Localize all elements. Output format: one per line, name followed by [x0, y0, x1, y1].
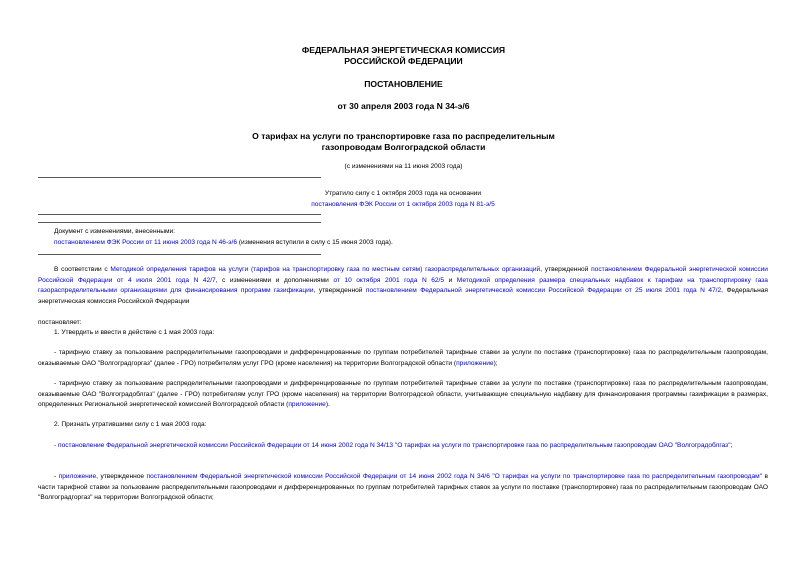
appendix-link[interactable]: приложение	[288, 401, 326, 408]
bullet-text: ;	[730, 442, 733, 449]
divider	[38, 214, 321, 215]
bullet-4	[38, 472, 768, 504]
preamble-text: и	[444, 276, 457, 284]
divider	[38, 222, 321, 223]
appendix-link[interactable]: приложение	[58, 473, 97, 480]
bullet-text: );	[493, 359, 498, 367]
decree-34-6-link[interactable]: постановлением Федеральной энергетической комиссии Российской Федерации от 14 июня 2002 года N 34/6 "О тарифах на услуги по транспортировке газа по распределительным газопроводам"	[146, 473, 763, 480]
bullet-text: , утвержденное	[96, 473, 147, 480]
bullet-text: в части тарифной ставки за пользование распределительными газопроводами и дифференцированных по группам потребителей тарифных ставок за услуги по поставке (транспортировке) газа по распределительным газопроводам ОАО "Волгоградгоргаз" на территории Волгоградской области;	[38, 473, 769, 501]
bullet-text: - тарифную ставку за пользование распределительными газопроводами и дифференцированные по группам потребителей тарифные ставки за услуги по поставке (транспортировке) газа по распределительным газопроводам, оказываемые ОАО "Волгоградгоргаз" (далее - ГРО) потребителям услуг ГРО (кроме населения) на территории Волгоградской области (	[38, 349, 768, 367]
changes-link[interactable]: постановлением ФЭК России от 11 июня 2003 года N 46-э/6	[54, 239, 238, 246]
doc-title-line2: газопроводам Волгоградской области	[321, 142, 486, 152]
amendment-2001-62-5-link[interactable]: от 10 октября 2001 года N 62/5	[333, 276, 445, 284]
bullet-2	[38, 379, 768, 411]
decree-2001-42-7-link[interactable]: постановлением Федеральной энергетической комиссии Российской Федерации от 4 июля 2001 года N 42/7	[38, 266, 768, 284]
item-1: 1. Утвердить и ввести в действие с 1 мая 2003 года:	[54, 329, 215, 336]
bullet-text: - тарифную ставку за пользование распределительными газопроводами и дифференцированные по группам потребителей тарифные ставки за услуги по поставке (транспортировке) газа по распределительным газопроводам, оказываемые ОАО "Волгоградоблгаз" (далее - ГРО) потребителям услуг ГРО (кроме населения) на территории Волгоградской области, учитывающие специальную надбавку для финансирования программы газификации в размерах, определенных Региональной энергетической комиссией Волгоградской области (	[38, 380, 768, 408]
preamble-text: , утвержденной	[540, 266, 592, 273]
preamble-text: , утвержденной	[313, 287, 366, 294]
repealed-decree-34-13-link[interactable]: - постановление Федеральной энергетической комиссии Российской Федерации от 14 июня 2002 года N 34/13 "О тарифах на услуги по транспортировке газа по распределительным газопроводам ОАО "Волгоградоблгаз"	[54, 442, 731, 449]
bullet-1	[38, 348, 768, 369]
appendix-link[interactable]: приложение	[456, 359, 494, 367]
decree-2001-47-2-link[interactable]: постановлением Федеральной энергетической комиссии Российской Федерации от 25 июля 2001 года N 47/2	[365, 287, 722, 294]
changes-note: (с изменениями на 11 июня 2003 года)	[344, 163, 463, 170]
org-name-line1: ФЕДЕРАЛЬНАЯ ЭНЕРГЕТИЧЕСКАЯ КОМИССИЯ	[301, 45, 506, 55]
doc-type: ПОСТАНОВЛЕНИЕ	[364, 79, 443, 89]
bullet-text: -	[54, 473, 59, 480]
validity-link[interactable]: постановления ФЭК России от 1 октября 2003 года N 81-э/5	[311, 201, 495, 208]
divider	[38, 177, 321, 178]
method-link[interactable]: Методикой определения тарифов на услуги (тарифов на транспортировку газа по местным сетям) газораспределительных организаций	[110, 266, 541, 273]
doc-date: от 30 апреля 2003 года N 34-э/6	[337, 101, 470, 111]
preamble-text: , Федеральная энергетическая комиссия Российской Федерации	[38, 287, 768, 305]
changes-label: Документ с изменениями, внесенными:	[54, 228, 176, 235]
preamble-text: , с изменениями и дополнениями	[215, 276, 334, 284]
decrees-label: постановляет:	[38, 319, 82, 326]
doc-title-line1: О тарифах на услуги по транспортировке газа по распределительным	[252, 131, 555, 141]
surcharge-method-link[interactable]: Методикой определения размера специальных надбавок к тарифам на транспортировку газа газораспределительными организациями для финансирования программ газификации	[38, 276, 768, 294]
org-name-line2: РОССИЙСКОЙ ФЕДЕРАЦИИ	[344, 56, 463, 66]
changes-suffix: (изменения вступили в силу с 15 июня 2003 года).	[237, 239, 393, 246]
preamble-paragraph	[38, 265, 768, 307]
bullet-text: ).	[325, 401, 330, 408]
validity-note: Утратило силу с 1 октября 2003 года на основании	[324, 190, 482, 197]
item-2: 2. Признать утратившими силу с 1 мая 2003 года:	[54, 421, 207, 428]
changes-line	[54, 239, 393, 247]
preamble-text: В соответствии с	[54, 266, 111, 273]
bullet-3	[38, 441, 768, 452]
divider	[38, 254, 321, 255]
